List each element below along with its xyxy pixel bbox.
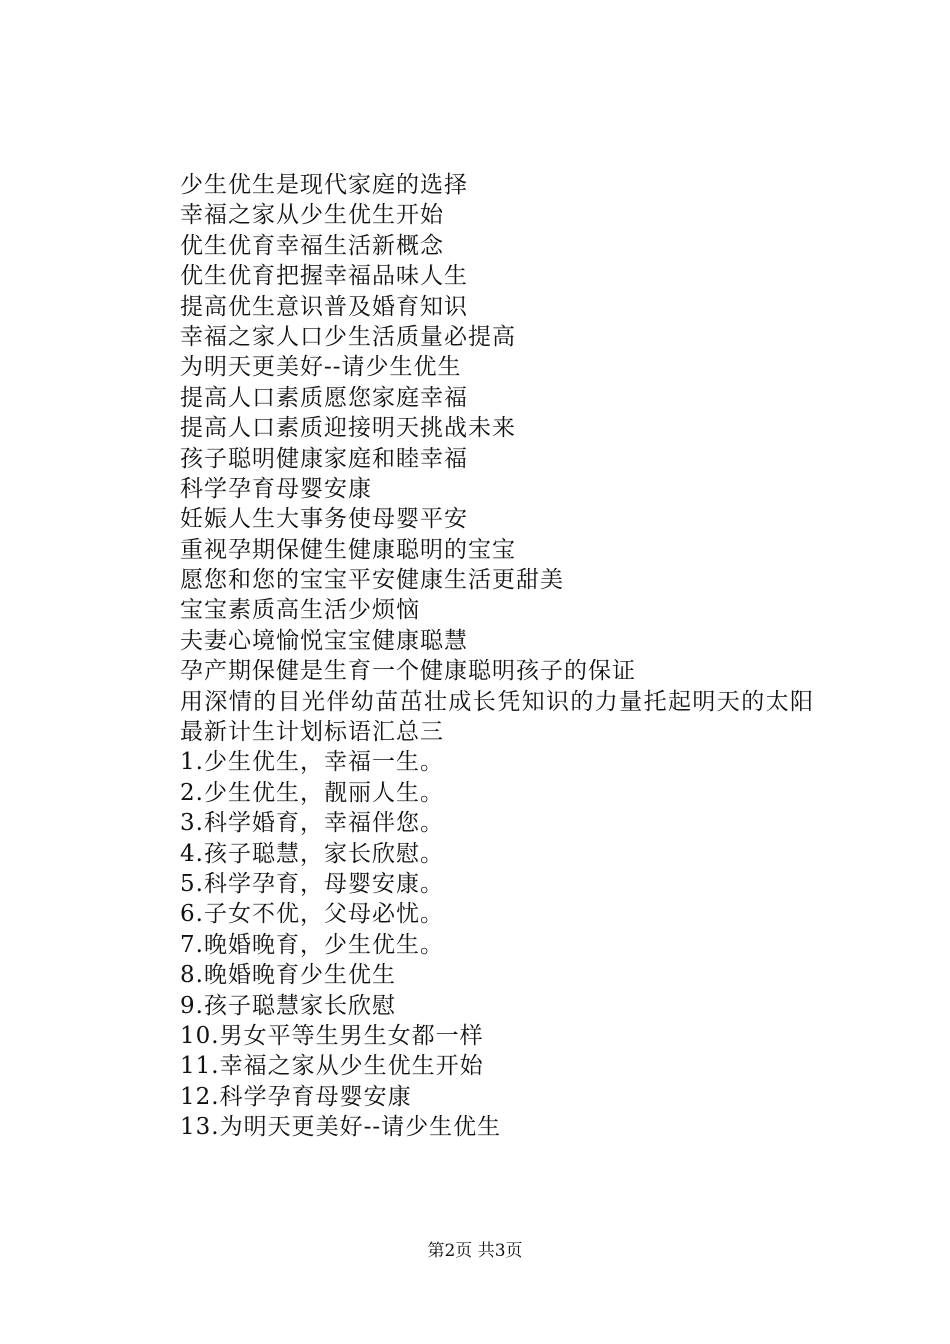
numbered-item: 10.男女平等生男生女都一样 bbox=[180, 1022, 484, 1049]
numbered-item: 7.晚婚晚育，少生优生。 bbox=[180, 931, 444, 958]
text-line: 提高优生意识普及婚育知识 bbox=[180, 293, 468, 320]
section-title: 最新计生计划标语汇总三 bbox=[180, 719, 444, 746]
text-line: 愿您和您的宝宝平安健康生活更甜美 bbox=[180, 567, 564, 594]
text-line: 提高人口素质愿您家庭幸福 bbox=[180, 384, 468, 411]
text-line: 夫妻心境愉悦宝宝健康聪慧 bbox=[180, 627, 468, 654]
text-line: 少生优生是现代家庭的选择 bbox=[180, 172, 468, 198]
text-line: 孩子聪明健康家庭和睦幸福 bbox=[180, 445, 468, 472]
document-body bbox=[130, 170, 840, 1143]
numbered-item: 13.为明天更美好--请少生优生 bbox=[180, 1114, 502, 1141]
numbered-item: 6.子女不优，父母必忧。 bbox=[180, 901, 444, 928]
text-line: 宝宝素质高生活少烦恼 bbox=[180, 597, 420, 624]
numbered-item: 9.孩子聪慧家长欣慰 bbox=[180, 992, 396, 1019]
text-line: 重视孕期保健生健康聪明的宝宝 bbox=[180, 536, 516, 563]
numbered-item: 5.科学孕育，母婴安康。 bbox=[180, 871, 444, 897]
text-line: 科学孕育母婴安康 bbox=[180, 475, 372, 502]
numbered-item: 2.少生优生，靓丽人生。 bbox=[180, 779, 444, 806]
text-line: 为明天更美好--请少生优生 bbox=[180, 354, 462, 381]
numbered-item: 4.孩子聪慧，家长欣慰。 bbox=[180, 840, 444, 867]
text-line: 优生优育把握幸福品味人生 bbox=[180, 263, 468, 290]
text-line: 优生优育幸福生活新概念 bbox=[180, 232, 444, 259]
text-line: 孕产期保健是生育一个健康聪明孩子的保证 bbox=[180, 658, 636, 685]
numbered-item: 1.少生优生，幸福一生。 bbox=[180, 749, 444, 776]
numbered-item: 11.幸福之家从少生优生开始 bbox=[180, 1053, 484, 1080]
text-line: 幸福之家人口少生活质量必提高 bbox=[180, 323, 516, 350]
long-paragraph: 用深情的目光伴幼苗茁壮成长凭知识的力量托起明天的太阳 bbox=[180, 688, 815, 715]
text-line: 妊娠人生大事务使母婴平安 bbox=[180, 506, 468, 533]
numbered-item: 8.晚婚晚育少生优生 bbox=[180, 962, 396, 989]
page-footer: 第2页 共3页 bbox=[427, 1241, 523, 1261]
numbered-item: 12.科学孕育母婴安康 bbox=[180, 1083, 412, 1110]
text-line: 提高人口素质迎接明天挑战未来 bbox=[180, 415, 516, 442]
numbered-item: 3.科学婚育，幸福伴您。 bbox=[180, 810, 444, 837]
text-line: 幸福之家从少生优生开始 bbox=[180, 202, 444, 229]
